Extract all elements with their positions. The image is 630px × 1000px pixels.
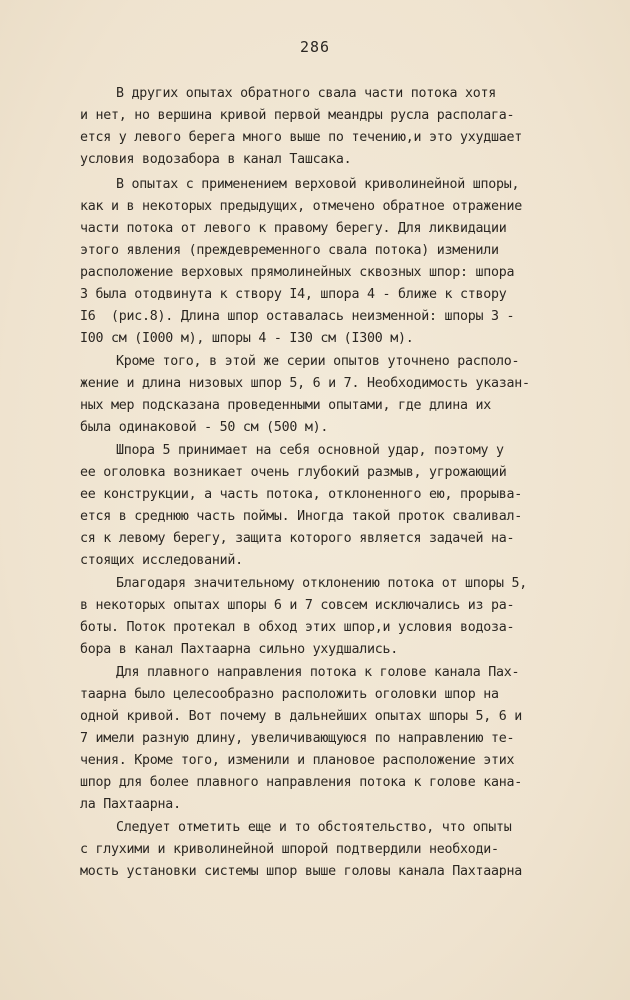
text-line: таарна было целесообразно расположить оголовки шпор на — [80, 687, 499, 702]
text-line: части потока от левого к правому берегу. Для ликвидации — [80, 221, 507, 236]
text-line: стоящих исследований. — [80, 553, 243, 568]
text-line: ных мер подсказана проведенными опытами, где длина их — [80, 398, 492, 413]
text-line: I6 (рис.8). Длина шпор оставалась неизменной: шпоры 3 - — [80, 309, 515, 324]
text-line: Кроме того, в этой же серии опытов уточнено располо- — [116, 354, 520, 369]
text-line: жение и длина низовых шпор 5, 6 и 7. Необходимость указан- — [80, 376, 530, 391]
text-line: 3 была отодвинута к створу I4, шпора 4 - ближе к створу — [80, 287, 507, 302]
text-line: с глухими и криволинейной шпорой подтвердили необходи- — [80, 842, 499, 857]
text-line: Шпора 5 принимает на себя основной удар, поэтому у — [116, 443, 504, 458]
text-line: Для плавного направления потока к голове канала Пах- — [116, 665, 520, 680]
page-number: 286 — [299, 38, 331, 56]
text-line: как и в некоторых предыдущих, отмечено обратное отражение — [80, 199, 523, 214]
text-line: была одинаковой - 50 см (500 м). — [80, 420, 329, 435]
text-line: В других опытах обратного свала части потока хотя — [116, 86, 497, 101]
text-line: мость установки системы шпор выше головы канала Пахтаарна — [80, 864, 523, 879]
text-line: чения. Кроме того, изменили и плановое расположение этих — [80, 753, 515, 768]
text-line: шпор для более плавного направления потока к голове кана- — [80, 775, 523, 790]
text-line: В опытах с применением верховой криволинейной шпоры, — [116, 177, 520, 192]
text-line: бора в канал Пахтаарна сильно ухудшались. — [80, 642, 398, 657]
text-line: и нет, но вершина кривой первой меандры русла располага- — [80, 108, 515, 123]
text-line: боты. Поток протекал в обход этих шпор,и условия водоза- — [80, 620, 515, 635]
text-line: ла Пахтаарна. — [80, 797, 181, 812]
text-line: I00 см (I000 м), шпоры 4 - I30 см (I300 м). — [80, 331, 414, 346]
text-line: Следует отметить еще и то обстоятельство, что опыты — [116, 820, 512, 835]
text-line: ее оголовка возникает очень глубокий размыв, угрожающий — [80, 465, 507, 480]
text-line: ся к левому берегу, защита которого является задачей на- — [80, 531, 515, 546]
text-line: этого явления (преждевременного свала потока) изменили — [80, 243, 499, 258]
text-line: в некоторых опытах шпоры 6 и 7 совсем исключались из ра- — [80, 598, 515, 613]
text-line: ется у левого берега много выше по течению,и это ухудшает — [80, 130, 523, 145]
text-line: одной кривой. Вот почему в дальнейших опытах шпоры 5, 6 и — [80, 709, 523, 724]
text-line: ее конструкции, а часть потока, отклоненного ею, прорыва- — [80, 487, 523, 502]
text-line: 7 имели разную длину, увеличивающуюся по направлению те- — [80, 731, 515, 746]
text-line: ется в среднюю часть поймы. Иногда такой проток сваливал- — [80, 509, 523, 524]
text-line: условия водозабора в канал Ташсака. — [80, 152, 352, 167]
text-line: расположение верховых прямолинейных сквозных шпор: шпора — [80, 265, 515, 280]
text-line: Благодаря значительному отклонению потока от шпоры 5, — [116, 576, 528, 591]
